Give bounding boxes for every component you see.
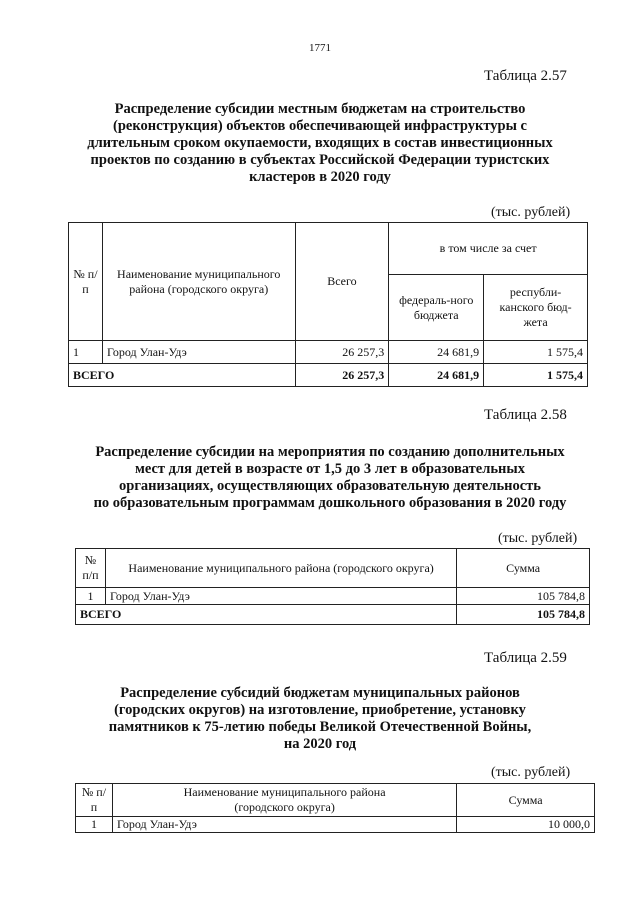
total-row bbox=[69, 364, 588, 387]
total-total: 26 257,3 bbox=[295, 364, 389, 387]
table-2-59-title bbox=[40, 685, 600, 753]
title-line: (городских округов) на изготовление, приобретение, установку bbox=[114, 702, 526, 718]
table-2-58-label: Таблица 2.58 bbox=[484, 407, 567, 423]
cell-name: Город Улан-Удэ bbox=[112, 817, 456, 833]
title-line: Распределение субсидии на мероприятия по созданию дополнительных bbox=[95, 444, 565, 460]
table-2-58-units: (тыс. рублей) bbox=[498, 531, 578, 546]
title-line: Распределение субсидии местным бюджетам на строительство bbox=[114, 101, 526, 117]
cell-total: 26 257,3 bbox=[295, 341, 389, 364]
title-line: длительным сроком окупаемости, входящих в состав инвестиционных bbox=[87, 135, 553, 151]
cell-sum: 105 784,8 bbox=[457, 588, 590, 605]
title-line: организациях, осуществляющих образовательную деятельность bbox=[119, 478, 541, 494]
total-label: ВСЕГО bbox=[69, 364, 296, 387]
title-line: мест для детей в возрасте от 1,5 до 3 лет в образовательных bbox=[135, 461, 525, 477]
header-name: Наименование муниципального района (городского округа) bbox=[102, 223, 295, 341]
title-line: проектов по созданию в субъектах Российской Федерации туристских bbox=[90, 152, 550, 168]
table-2-57-title bbox=[40, 101, 600, 186]
total-federal: 24 681,9 bbox=[389, 364, 484, 387]
cell-name: Город Улан-Удэ bbox=[105, 588, 456, 605]
table-row bbox=[76, 817, 595, 833]
header-republic: республи-канского бюд-жета bbox=[484, 275, 588, 341]
cell-name: Город Улан-Удэ bbox=[102, 341, 295, 364]
table-2-58 bbox=[75, 548, 590, 625]
cell-num: 1 bbox=[69, 341, 103, 364]
table-row bbox=[76, 588, 590, 605]
table-2-57-units: (тыс. рублей) bbox=[491, 205, 571, 220]
table-row bbox=[69, 341, 588, 364]
total-republic: 1 575,4 bbox=[484, 364, 588, 387]
header-sum: Сумма bbox=[457, 784, 595, 817]
header-name bbox=[112, 784, 456, 817]
title-line: на 2020 год bbox=[283, 736, 357, 752]
header-sum: Сумма bbox=[457, 549, 590, 588]
header-federal: федераль-ного бюджета bbox=[389, 275, 484, 341]
header-total: Всего bbox=[295, 223, 389, 341]
table-2-57 bbox=[68, 222, 588, 387]
page-number: 1771 bbox=[309, 42, 331, 54]
header-num: № п/п bbox=[69, 223, 103, 341]
table-2-59 bbox=[75, 783, 595, 833]
cell-republic: 1 575,4 bbox=[484, 341, 588, 364]
title-line: Распределение субсидий бюджетам муниципальных районов bbox=[120, 685, 520, 701]
header-name: Наименование муниципального района (городского округа) bbox=[105, 549, 456, 588]
cell-num: 1 bbox=[76, 817, 113, 833]
table-2-58-title bbox=[40, 444, 620, 512]
header-name-line: Наименование муниципального района bbox=[183, 785, 386, 799]
title-line: памятников к 75-летию победы Великой Отечественной Войны, bbox=[108, 719, 532, 735]
table-2-59-label: Таблица 2.59 bbox=[484, 650, 567, 666]
total-label: ВСЕГО bbox=[76, 605, 457, 625]
total-sum: 105 784,8 bbox=[457, 605, 590, 625]
header-name-line: (городского округа) bbox=[234, 800, 335, 814]
table-2-57-label: Таблица 2.57 bbox=[484, 68, 567, 84]
cell-federal: 24 681,9 bbox=[389, 341, 484, 364]
cell-num: 1 bbox=[76, 588, 106, 605]
title-line: (реконструкция) объектов обеспечивающей инфраструктуры с bbox=[112, 118, 527, 134]
header-including: в том числе за счет bbox=[389, 223, 588, 275]
header-num: № п/п bbox=[76, 784, 113, 817]
total-row bbox=[76, 605, 590, 625]
header-num: № п/п bbox=[76, 549, 106, 588]
cell-sum: 10 000,0 bbox=[457, 817, 595, 833]
title-line: кластеров в 2020 году bbox=[249, 169, 391, 185]
table-2-59-units: (тыс. рублей) bbox=[491, 765, 571, 780]
title-line: по образовательным программам дошкольного образования в 2020 году bbox=[93, 495, 567, 511]
